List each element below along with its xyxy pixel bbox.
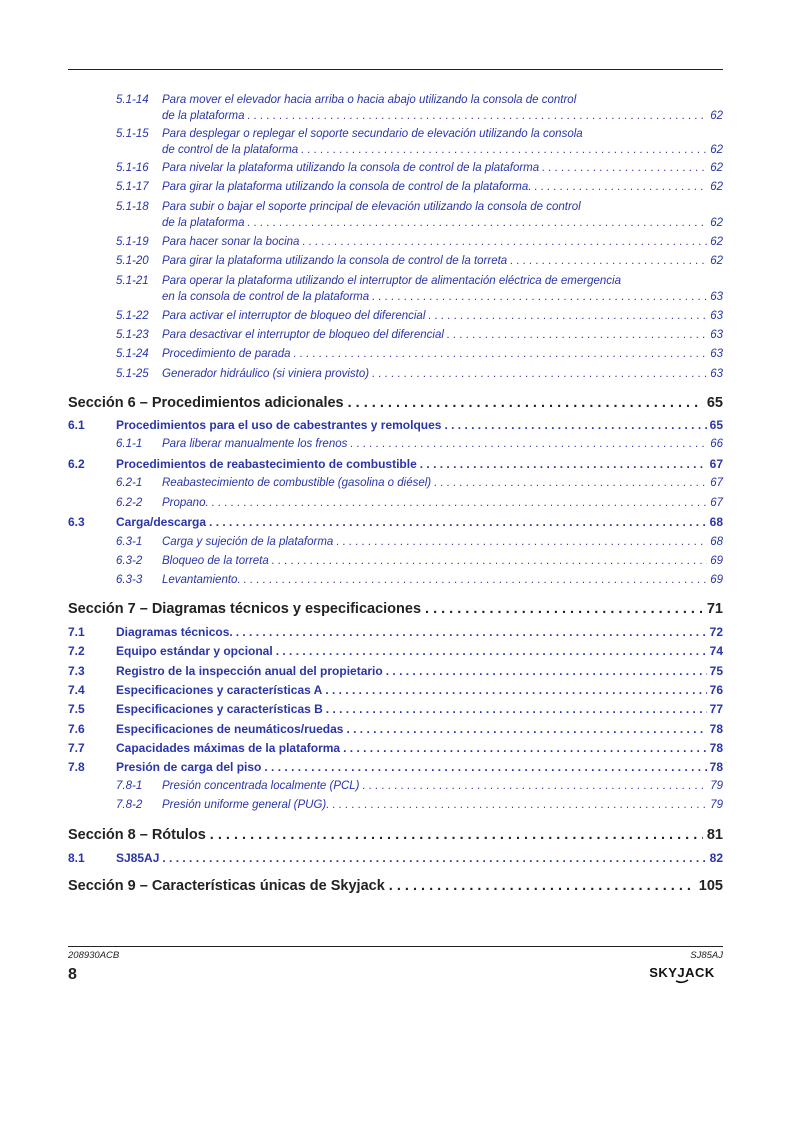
header-rule	[68, 69, 723, 70]
item-title: Registro de la inspección anual del propietario	[116, 664, 383, 678]
leader-dots	[346, 721, 706, 737]
entry-page: 63	[710, 348, 723, 360]
model-name: SJ85AJ	[690, 950, 723, 961]
item-title: Procedimientos para el uso de cabestrantes y remolques	[116, 418, 442, 432]
item-title: Diagramas técnicos.	[116, 625, 233, 639]
leader-dots	[348, 395, 703, 411]
page-number: 8	[68, 966, 77, 983]
item-page: 78	[709, 760, 723, 774]
item-page: 78	[709, 741, 723, 755]
leader-dots	[247, 215, 707, 231]
entry-number: 6.3-3	[116, 574, 143, 586]
entry-page: 66	[710, 438, 723, 450]
entry-number: 5.1-22	[116, 310, 149, 322]
item-title: Capacidades máximas de la plataforma	[116, 741, 341, 755]
item-title: Especificaciones y características A	[116, 683, 323, 697]
entry-number: 5.1-24	[116, 348, 149, 360]
entry-page: 62	[710, 255, 723, 267]
entry-number: 5.1-25	[116, 368, 149, 380]
item-number: 8.1	[68, 851, 85, 865]
leader-dots	[389, 878, 695, 894]
entry-page: 62	[710, 236, 723, 248]
entry-title: Generador hidráulico (si viniera provisto)	[162, 368, 370, 380]
entry-number: 6.2-1	[116, 477, 143, 489]
item-title: Especificaciones y características B	[116, 702, 323, 716]
item-number: 6.2	[68, 457, 85, 471]
entry-number: 5.1-20	[116, 255, 149, 267]
leader-dots	[326, 701, 707, 717]
leader-dots	[372, 289, 707, 305]
leader-dots	[372, 366, 707, 382]
entry-number: 5.1-18	[116, 201, 149, 213]
entry-title-line2: de la plataforma	[162, 217, 245, 229]
entry-page: 63	[710, 329, 723, 341]
entry-title-line1: Para desplegar o replegar el soporte secundario de elevación utilizando la consola	[162, 128, 583, 140]
section-page: 81	[706, 827, 723, 843]
entry-title-line2: en la consola de control de la plataforma	[162, 291, 370, 303]
entry-title: Procedimiento de parada	[162, 348, 291, 360]
leader-dots	[336, 534, 707, 550]
entry-title-line1: Para operar la plataforma utilizando el interruptor de alimentación eléctrica de emergencia	[162, 275, 621, 287]
entry-title: Propano.	[162, 497, 209, 509]
leader-dots	[350, 436, 707, 452]
leader-dots	[363, 778, 708, 794]
entry-title: Para nivelar la plataforma utilizando la consola de control de la plataforma	[162, 162, 540, 174]
section-title: Sección 7 – Diagramas técnicos y especificaciones	[68, 601, 422, 617]
leader-dots	[434, 475, 707, 491]
entry-title: Carga y sujeción de la plataforma	[162, 536, 334, 548]
entry-number: 5.1-16	[116, 162, 149, 174]
entry-page: 69	[710, 574, 723, 586]
leader-dots	[162, 850, 706, 866]
leader-dots	[209, 514, 707, 530]
entry-title: Presión uniforme general (PUG).	[162, 799, 330, 811]
entry-number: 6.3-1	[116, 536, 143, 548]
leader-dots	[302, 234, 707, 250]
section-title: Sección 6 – Procedimientos adicionales	[68, 395, 344, 411]
leader-dots	[244, 572, 708, 588]
entry-page: 62	[710, 181, 723, 193]
item-page: 78	[709, 722, 723, 736]
section-title: Sección 8 – Rótulos	[68, 827, 206, 843]
leader-dots	[272, 553, 707, 569]
entry-title: Presión concentrada localmente (PCL)	[162, 780, 360, 792]
item-page: 68	[709, 515, 723, 529]
leader-dots	[428, 308, 707, 324]
item-page: 76	[709, 683, 723, 697]
entry-number: 5.1-21	[116, 275, 149, 287]
footer-rule	[68, 946, 723, 947]
leader-dots	[425, 601, 703, 617]
leader-dots	[444, 417, 706, 433]
entry-title: Para liberar manualmente los frenos	[162, 438, 348, 450]
entry-title-line1: Para subir o bajar el soporte principal de elevación utilizando la consola de control	[162, 201, 581, 213]
entry-title: Levantamiento.	[162, 574, 241, 586]
leader-dots	[534, 179, 707, 195]
item-number: 6.1	[68, 418, 85, 432]
entry-page: 69	[710, 555, 723, 567]
item-title: Presión de carga del piso	[116, 760, 262, 774]
leader-dots	[325, 682, 706, 698]
leader-dots	[420, 456, 707, 472]
item-number: 7.1	[68, 625, 85, 639]
leader-dots	[276, 643, 707, 659]
entry-title: Para girar la plataforma utilizando la consola de control de la torreta	[162, 255, 508, 267]
entry-number: 5.1-17	[116, 181, 149, 193]
entry-page: 63	[710, 368, 723, 380]
item-number: 7.8	[68, 760, 85, 774]
leader-dots	[236, 624, 707, 640]
item-title: Procedimientos de reabastecimiento de combustible	[116, 457, 417, 471]
item-page: 65	[709, 418, 723, 432]
skyjack-logo	[640, 962, 724, 984]
entry-title: Para activar el interruptor de bloqueo del diferencial	[162, 310, 426, 322]
entry-number: 6.2-2	[116, 497, 143, 509]
entry-page: 62	[710, 110, 723, 122]
entry-title: Bloqueo de la torreta	[162, 555, 269, 567]
section-page: 71	[706, 601, 723, 617]
entry-title: Para girar la plataforma utilizando la consola de control de la plataforma.	[162, 181, 532, 193]
entry-number: 5.1-14	[116, 94, 149, 106]
entry-title: Para hacer sonar la bocina	[162, 236, 300, 248]
entry-page: 62	[710, 217, 723, 229]
leader-dots	[264, 759, 706, 775]
section-page: 105	[698, 878, 723, 894]
entry-page: 68	[710, 536, 723, 548]
item-title: Especificaciones de neumáticos/ruedas	[116, 722, 344, 736]
leader-dots	[294, 346, 708, 362]
logo-wordmark: SKYJACK	[649, 965, 715, 980]
item-number: 7.6	[68, 722, 85, 736]
entry-number: 7.8-2	[116, 799, 143, 811]
leader-dots	[301, 142, 707, 158]
item-page: 67	[709, 457, 723, 471]
item-page: 74	[709, 644, 723, 658]
entry-title: Para desactivar el interruptor de bloqueo del diferencial	[162, 329, 444, 341]
item-title: SJ85AJ	[116, 851, 160, 865]
leader-dots	[542, 160, 707, 176]
entry-number: 6.3-2	[116, 555, 143, 567]
leader-dots	[510, 253, 707, 269]
entry-title-line1: Para mover el elevador hacia arriba o hacia abajo utilizando la consola de control	[162, 94, 577, 106]
leader-dots	[386, 663, 707, 679]
entry-page: 67	[710, 497, 723, 509]
entry-page: 63	[710, 291, 723, 303]
entry-page: 79	[710, 780, 723, 792]
item-number: 7.3	[68, 664, 85, 678]
entry-page: 62	[710, 144, 723, 156]
entry-number: 6.1-1	[116, 438, 143, 450]
leader-dots	[343, 740, 707, 756]
item-number: 6.3	[68, 515, 85, 529]
item-page: 77	[709, 702, 723, 716]
item-page: 72	[709, 625, 723, 639]
item-number: 7.7	[68, 741, 85, 755]
entry-page: 62	[710, 162, 723, 174]
section-page: 65	[706, 395, 723, 411]
item-title: Equipo estándar y opcional	[116, 644, 273, 658]
item-number: 7.4	[68, 683, 85, 697]
section-title: Sección 9 – Características únicas de Skyjack	[68, 878, 385, 894]
item-number: 7.2	[68, 644, 85, 658]
entry-title-line2: de la plataforma	[162, 110, 245, 122]
entry-number: 5.1-19	[116, 236, 149, 248]
leader-dots	[247, 108, 707, 124]
item-page: 75	[709, 664, 723, 678]
leader-dots	[212, 495, 708, 511]
item-number: 7.5	[68, 702, 85, 716]
entry-number: 5.1-23	[116, 329, 149, 341]
entry-page: 67	[710, 477, 723, 489]
item-title: Carga/descarga	[116, 515, 207, 529]
leader-dots	[447, 327, 707, 343]
leader-dots	[332, 797, 707, 813]
entry-title-line2: de control de la plataforma	[162, 144, 299, 156]
document-code: 208930ACB	[68, 950, 120, 961]
item-page: 82	[709, 851, 723, 865]
entry-page: 79	[710, 799, 723, 811]
entry-number: 7.8-1	[116, 780, 143, 792]
leader-dots	[210, 827, 703, 843]
entry-title: Reabastecimiento de combustible (gasolina o diésel)	[162, 477, 432, 489]
entry-number: 5.1-15	[116, 128, 149, 140]
entry-page: 63	[710, 310, 723, 322]
